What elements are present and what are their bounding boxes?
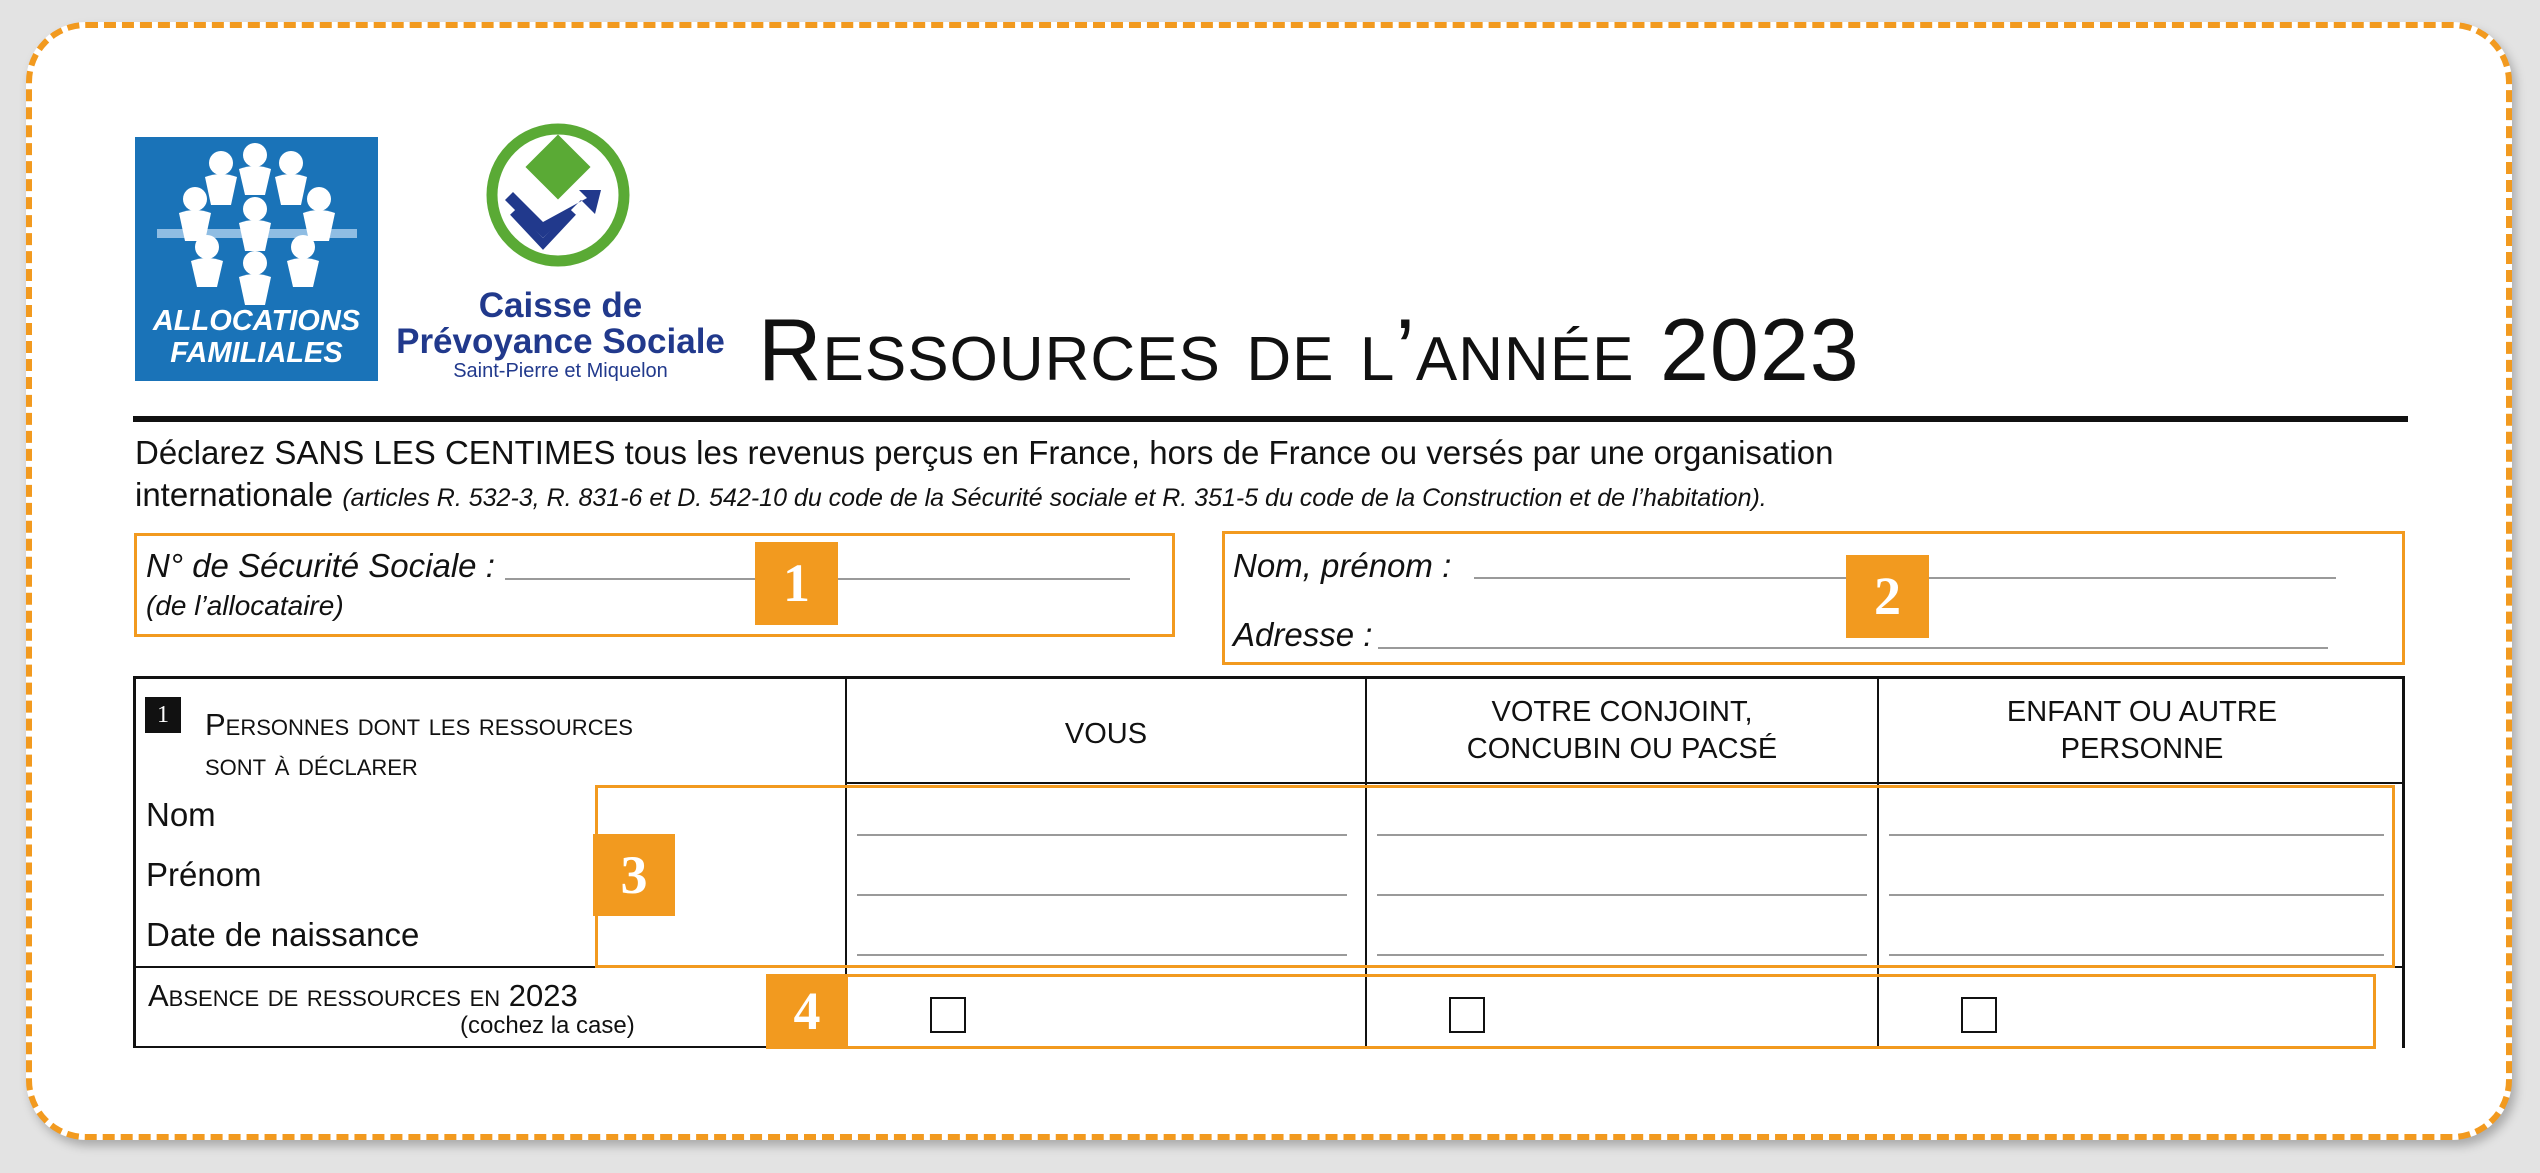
section-title-line1: Personnes dont les ressources [205, 707, 633, 742]
row-label-nom: Nom [146, 796, 216, 833]
caf-figures-icon [135, 137, 378, 312]
intro-text [135, 432, 2415, 519]
absence-label: Absence de ressources en 2023 [148, 978, 578, 1013]
cps-logo-line1: Caisse de [478, 286, 643, 325]
intro-line2 [135, 474, 2415, 519]
absence-row-underline [133, 1046, 768, 1048]
secu-number-label: N° de Sécurité Sociale : [146, 547, 495, 584]
conjoint-naissance-field[interactable] [1377, 954, 1867, 956]
enfant-prenom-field[interactable] [1889, 894, 2384, 896]
section-title-line2: sont à déclarer [205, 747, 418, 782]
callout-badge-3: 3 [593, 834, 675, 916]
title-divider [133, 416, 2408, 422]
vous-naissance-field[interactable] [857, 954, 1347, 956]
page-title: Ressources de l’année 2023 [758, 300, 1860, 399]
adresse-field[interactable] [1378, 647, 2328, 649]
absence-checkbox-conjoint[interactable] [1449, 997, 1485, 1033]
col-header-vous: VOUS [1064, 718, 1148, 750]
absence-checkbox-vous[interactable] [930, 997, 966, 1033]
intro-line1: Déclarez SANS LES CENTIMES tous les revenus perçus en France, hors de France ou versés par une organisation [135, 434, 1834, 471]
absence-checkbox-enfant[interactable] [1961, 997, 1997, 1033]
col-header-enfant-line2: PERSONNE [2060, 733, 2224, 765]
enfant-nom-field[interactable] [1889, 834, 2384, 836]
col-header-conjoint [1367, 694, 1877, 768]
caf-logo-line1: ALLOCATIONS [152, 305, 361, 337]
cps-logo-text [388, 288, 733, 382]
callout-badge-1: 1 [755, 542, 838, 625]
enfant-naissance-field[interactable] [1889, 954, 2384, 956]
conjoint-nom-field[interactable] [1377, 834, 1867, 836]
row-label-naissance: Date de naissance [146, 916, 420, 953]
cps-logo-line3: Saint-Pierre et Miquelon [453, 360, 668, 382]
col-header-conjoint-line1: VOTRE CONJOINT, [1491, 696, 1753, 728]
row-label-prenom: Prénom [146, 856, 262, 893]
col-header-enfant-line1: ENFANT OU AUTRE [2006, 696, 2278, 728]
callout-badge-4: 4 [766, 974, 848, 1049]
vous-prenom-field[interactable] [857, 894, 1347, 896]
caf-logo-text [135, 305, 378, 369]
table-header-divider [845, 782, 2405, 784]
intro-line2-main: internationale [135, 476, 334, 513]
absence-checkbox-box [766, 974, 2376, 1049]
intro-legal-reference: (articles R. 532-3, R. 831-6 et D. 542-10 du code de la Sécurité sociale et R. 351-5 du code de la Construction et de l’habitation). [342, 484, 1767, 512]
persons-identity-box [595, 785, 2395, 968]
absence-sublabel: (cochez la case) [460, 1012, 635, 1039]
cps-logo-line2: Prévoyance Sociale [396, 322, 725, 361]
callout-badge-2: 2 [1846, 555, 1929, 638]
vous-nom-field[interactable] [857, 834, 1347, 836]
section-number-badge: 1 [145, 697, 181, 733]
col-header-enfant [1879, 694, 2405, 768]
cps-emblem-icon [483, 120, 633, 270]
caf-logo [135, 137, 378, 381]
conjoint-prenom-field[interactable] [1377, 894, 1867, 896]
col-header-conjoint-line2: CONCUBIN OU PACSÉ [1466, 733, 1778, 765]
nom-prenom-label: Nom, prénom : [1233, 547, 1452, 584]
adresse-label: Adresse : [1233, 616, 1373, 653]
caf-logo-line2: FAMILIALES [170, 337, 343, 369]
secu-number-sublabel: (de l’allocataire) [146, 590, 344, 621]
